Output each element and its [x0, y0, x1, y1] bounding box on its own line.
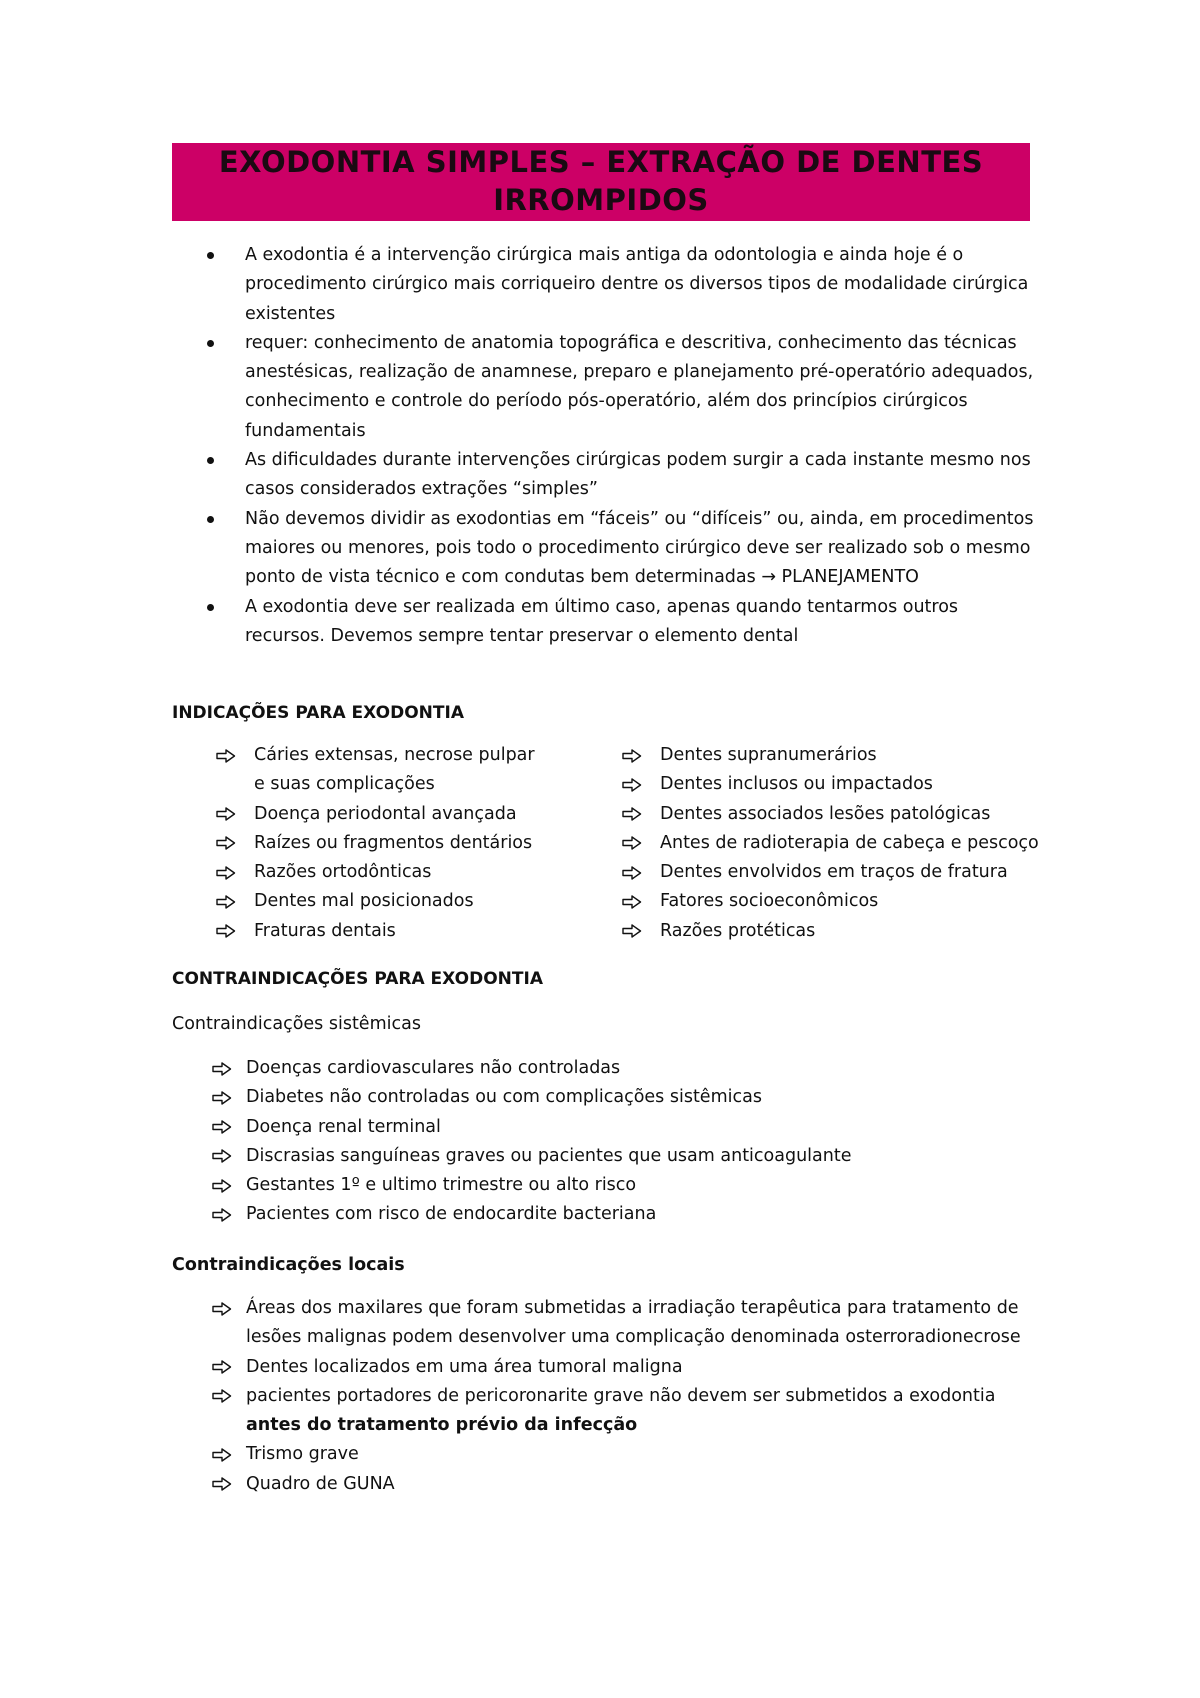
list-item — [210, 1054, 1040, 1083]
right-arrow-icon — [210, 1470, 234, 1499]
list-item-text: Razões protéticas — [660, 920, 816, 941]
list-item — [214, 800, 535, 829]
list-item-text: Fatores socioeconômicos — [660, 891, 879, 912]
intro-bullet-list — [205, 241, 1035, 651]
right-arrow-icon — [210, 1353, 234, 1382]
list-item — [210, 1171, 1040, 1200]
bullet-dot-icon — [207, 604, 214, 611]
list-item-text: Gestantes 1º e ultimo trimestre ou alto risco — [246, 1175, 637, 1196]
indicacoes-left-list — [214, 741, 535, 946]
right-arrow-icon — [210, 1440, 234, 1469]
list-item-text: Diabetes não controladas ou com complicações sistêmicas — [246, 1087, 762, 1108]
indicacoes-right-list — [620, 741, 1039, 946]
list-item-text: Razões ortodônticas — [254, 862, 432, 883]
list-item-text: Dentes supranumerários — [660, 745, 877, 765]
right-arrow-icon — [620, 917, 644, 946]
list-item — [210, 1113, 1040, 1142]
right-arrow-icon — [620, 800, 644, 829]
locais-title: Contraindicações locais — [172, 1255, 405, 1275]
list-item — [210, 1470, 1040, 1499]
list-item-text: Dentes inclusos ou impactados — [660, 774, 933, 795]
list-item-text: Doença renal terminal — [246, 1116, 441, 1137]
list-item: A exodontia é a intervenção cirúrgica mais antiga da odontologia e ainda hoje é o procedimento cirúrgico mais corriqueiro dentre os diversos tipos de modalidade cirúrgica existentes — [205, 241, 1035, 329]
list-item — [214, 770, 535, 799]
right-arrow-icon — [210, 1171, 234, 1200]
list-item-text: Dentes associados lesões patológicas — [660, 803, 991, 824]
list-item-text: Pacientes com risco de endocardite bacteriana — [246, 1204, 657, 1225]
bullet-dot-icon — [207, 252, 214, 259]
title-line-2: IRROMPIDOS — [493, 183, 709, 217]
list-item: requer: conhecimento de anatomia topográfica e descritiva, conhecimento das técnicas anestésicas, realização de anamnese, preparo e planejamento pré-operatório adequados, conhecimento e controle do período pós-operatório, além dos princípios cirúrgicos fundamentais — [205, 329, 1035, 446]
right-arrow-icon — [620, 829, 644, 858]
list-item — [214, 887, 535, 916]
list-item-text: Raízes ou fragmentos dentários — [254, 832, 533, 853]
list-item — [210, 1200, 1040, 1229]
list-item-text: Antes de radioterapia de cabeça e pescoço — [660, 832, 1039, 853]
right-arrow-icon — [214, 800, 238, 829]
bullet-dot-icon — [207, 340, 214, 347]
right-arrow-icon — [210, 1113, 234, 1142]
list-item-text: Dentes mal posicionados — [254, 891, 474, 912]
list-item-text: Dentes localizados em uma área tumoral maligna — [246, 1356, 683, 1377]
list-item — [210, 1142, 1040, 1171]
right-arrow-icon — [620, 887, 644, 916]
list-item — [620, 770, 1039, 799]
list-item — [214, 741, 535, 770]
list-item-bold-text: antes do tratamento prévio da infecção — [246, 1415, 638, 1436]
list-item-text: Discrasias sanguíneas graves ou pacientes que usam anticoagulante — [246, 1145, 852, 1166]
list-item — [210, 1083, 1040, 1112]
list-item — [620, 917, 1039, 946]
list-item-text: e suas complicações — [254, 774, 435, 795]
right-arrow-icon — [210, 1294, 234, 1323]
sistemicas-list — [210, 1054, 1040, 1230]
title-banner — [172, 143, 1030, 221]
contraindicacoes-heading: CONTRAINDICAÇÕES PARA EXODONTIA — [172, 969, 543, 989]
right-arrow-icon — [210, 1382, 234, 1411]
right-arrow-icon — [620, 770, 644, 799]
right-arrow-icon — [210, 1142, 234, 1171]
bullet-dot-icon — [207, 516, 214, 523]
right-arrow-icon — [214, 917, 238, 946]
list-item — [214, 829, 535, 858]
list-item — [620, 858, 1039, 887]
bullet-dot-icon — [207, 457, 214, 464]
list-item — [210, 1382, 1040, 1441]
right-arrow-icon — [620, 741, 644, 770]
list-item — [210, 1353, 1040, 1382]
right-arrow-icon — [214, 887, 238, 916]
list-item — [620, 829, 1039, 858]
right-arrow-icon — [210, 1083, 234, 1112]
locais-list — [210, 1294, 1040, 1499]
indicacoes-heading: INDICAÇÕES PARA EXODONTIA — [172, 703, 464, 723]
list-item-text: Cáries extensas, necrose pulpar — [254, 745, 535, 765]
list-item-text: Áreas dos maxilares que foram submetidas a irradiação terapêutica para tratamento de lesões malignas podem desenvolver uma complicação denominada osterroradionecrose — [246, 1298, 1021, 1348]
list-item-text: Trismo grave — [246, 1444, 359, 1465]
sistemicas-title: Contraindicações sistêmicas — [172, 1014, 421, 1034]
list-item: As dificuldades durante intervenções cirúrgicas podem surgir a cada instante mesmo nos casos considerados extrações “simples” — [205, 446, 1035, 505]
right-arrow-icon — [210, 1054, 234, 1083]
list-item-text: Dentes envolvidos em traços de fratura — [660, 862, 1008, 883]
list-item-text: Quadro de GUNA — [246, 1473, 395, 1494]
list-item-text: pacientes portadores de pericoronarite grave não devem ser submetidos a exodontia — [246, 1385, 996, 1406]
list-item — [620, 800, 1039, 829]
list-item — [210, 1294, 1040, 1353]
list-item — [210, 1440, 1040, 1469]
list-item — [620, 741, 1039, 770]
title-line-1: EXODONTIA SIMPLES – EXTRAÇÃO DE DENTES — [218, 145, 984, 179]
list-item — [214, 917, 535, 946]
right-arrow-icon — [214, 741, 238, 770]
right-arrow-icon — [210, 1200, 234, 1229]
list-item — [620, 887, 1039, 916]
right-arrow-icon — [214, 829, 238, 858]
list-item: Não devemos dividir as exodontias em “fáceis” ou “difíceis” ou, ainda, em procedimentos maiores ou menores, pois todo o procedimento cirúrgico deve ser realizado sob o mesmo ponto de vista técnico e com condutas bem determinadas → PLANEJAMENTO — [205, 505, 1035, 593]
right-arrow-icon — [214, 858, 238, 887]
right-arrow-icon — [620, 858, 644, 887]
list-item-text: Doença periodontal avançada — [254, 803, 517, 824]
list-item-text: Doenças cardiovasculares não controladas — [246, 1058, 621, 1078]
list-item — [214, 858, 535, 887]
list-item: A exodontia deve ser realizada em último caso, apenas quando tentarmos outros recursos. Devemos sempre tentar preservar o elemento dental — [205, 593, 1035, 652]
list-item-text: Fraturas dentais — [254, 920, 396, 941]
